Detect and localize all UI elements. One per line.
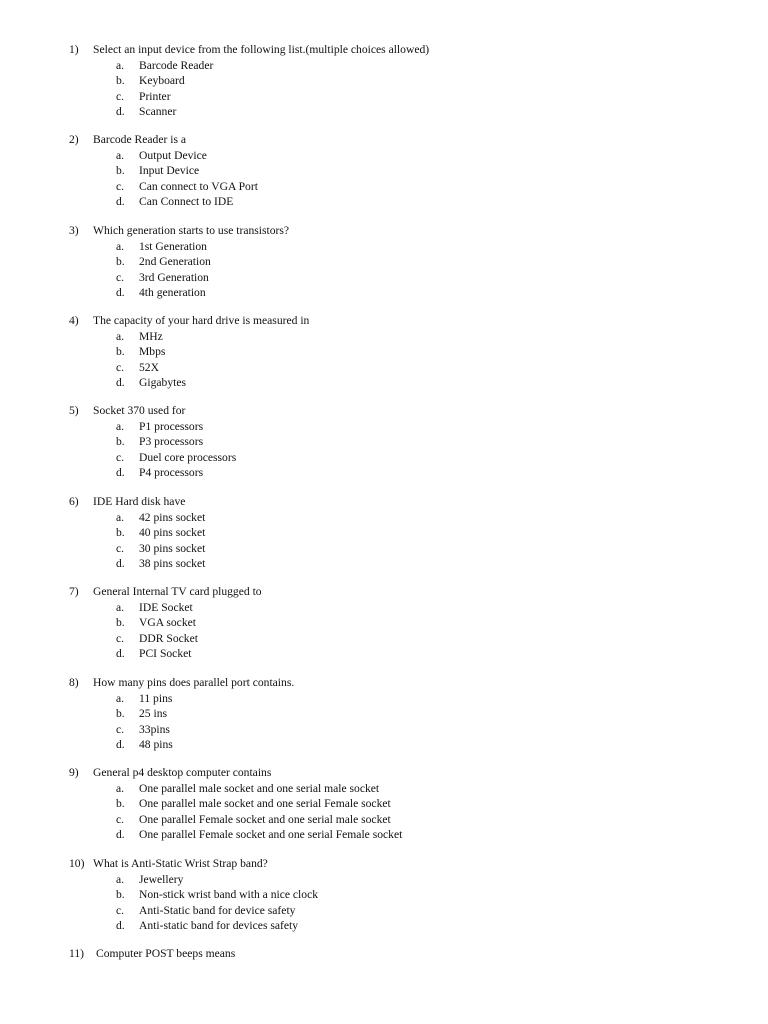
question-text: How many pins does parallel port contains. bbox=[93, 676, 295, 689]
option-b bbox=[69, 434, 729, 450]
question-6 bbox=[69, 494, 729, 572]
question-5 bbox=[69, 403, 729, 481]
option-text: Anti-Static band for device safety bbox=[139, 903, 296, 917]
option-c bbox=[69, 903, 729, 919]
question-line bbox=[69, 584, 729, 600]
option-letter: c. bbox=[116, 631, 125, 645]
question-text: IDE Hard disk have bbox=[93, 495, 186, 508]
question-line bbox=[69, 856, 729, 872]
question-11 bbox=[69, 946, 729, 962]
option-d bbox=[69, 375, 729, 391]
option-letter: c. bbox=[116, 450, 125, 464]
option-letter: b. bbox=[116, 345, 125, 358]
option-letter: a. bbox=[116, 239, 125, 253]
option-c bbox=[69, 722, 729, 738]
option-d bbox=[69, 465, 729, 481]
option-a bbox=[69, 691, 729, 707]
option-d bbox=[69, 918, 729, 934]
option-b bbox=[69, 615, 729, 631]
option-letter: d. bbox=[116, 557, 125, 570]
question-8 bbox=[69, 675, 729, 753]
option-text: One parallel male socket and one serial male socket bbox=[139, 781, 380, 795]
option-text: Duel core processors bbox=[139, 450, 237, 464]
question-text: The capacity of your hard drive is measured in bbox=[93, 314, 310, 327]
option-letter: b. bbox=[116, 707, 125, 720]
option-b bbox=[69, 73, 729, 89]
option-text: 4th generation bbox=[139, 286, 206, 299]
option-letter: d. bbox=[116, 828, 125, 841]
option-d bbox=[69, 646, 729, 662]
question-text: Which generation starts to use transistors? bbox=[93, 224, 290, 237]
option-text: 3rd Generation bbox=[139, 270, 209, 284]
option-d bbox=[69, 827, 729, 843]
option-text: P1 processors bbox=[139, 419, 204, 433]
option-text: Barcode Reader bbox=[139, 58, 214, 72]
option-text: VGA socket bbox=[139, 616, 196, 629]
option-letter: b. bbox=[116, 526, 125, 539]
option-b bbox=[69, 796, 729, 812]
option-letter: c. bbox=[116, 89, 125, 103]
question-text: Computer POST beeps means bbox=[96, 947, 236, 960]
question-number: 7) bbox=[69, 585, 79, 598]
option-letter: a. bbox=[116, 781, 125, 795]
option-letter: b. bbox=[116, 888, 125, 901]
option-letter: a. bbox=[116, 691, 125, 705]
option-text: 2nd Generation bbox=[139, 255, 211, 268]
option-c bbox=[69, 812, 729, 828]
option-letter: a. bbox=[116, 600, 125, 614]
option-text: MHz bbox=[139, 329, 163, 343]
question-line bbox=[69, 494, 729, 510]
question-10 bbox=[69, 856, 729, 934]
option-text: P3 processors bbox=[139, 435, 204, 448]
option-text: Input Device bbox=[139, 164, 200, 177]
option-c bbox=[69, 270, 729, 286]
question-number: 1) bbox=[69, 43, 79, 56]
option-d bbox=[69, 104, 729, 120]
option-letter: c. bbox=[116, 270, 125, 284]
option-b bbox=[69, 163, 729, 179]
question-2 bbox=[69, 132, 729, 210]
option-letter: b. bbox=[116, 74, 125, 87]
option-c bbox=[69, 89, 729, 105]
option-text: 40 pins socket bbox=[139, 526, 206, 539]
question-number: 9) bbox=[69, 766, 79, 779]
option-letter: c. bbox=[116, 903, 125, 917]
option-c bbox=[69, 631, 729, 647]
option-text: 30 pins socket bbox=[139, 541, 206, 555]
option-text: 33pins bbox=[139, 722, 170, 736]
option-text: Can connect to VGA Port bbox=[139, 179, 258, 193]
option-text: PCI Socket bbox=[139, 647, 192, 660]
option-b bbox=[69, 887, 729, 903]
option-d bbox=[69, 285, 729, 301]
option-text: 52X bbox=[139, 360, 159, 374]
option-text: DDR Socket bbox=[139, 631, 198, 645]
option-text: One parallel male socket and one serial Female socket bbox=[139, 797, 391, 810]
option-letter: c. bbox=[116, 812, 125, 826]
option-a bbox=[69, 872, 729, 888]
option-text: IDE Socket bbox=[139, 600, 193, 614]
option-letter: d. bbox=[116, 195, 125, 208]
option-a bbox=[69, 148, 729, 164]
option-letter: b. bbox=[116, 255, 125, 268]
option-letter: a. bbox=[116, 510, 125, 524]
option-text: 1st Generation bbox=[139, 239, 207, 253]
option-text: Jewellery bbox=[139, 872, 184, 886]
question-text: Socket 370 used for bbox=[93, 404, 186, 417]
question-4 bbox=[69, 313, 729, 391]
option-letter: b. bbox=[116, 797, 125, 810]
question-line bbox=[69, 132, 729, 148]
option-a bbox=[69, 58, 729, 74]
question-line bbox=[69, 765, 729, 781]
option-d bbox=[69, 194, 729, 210]
question-line bbox=[69, 313, 729, 329]
option-letter: b. bbox=[116, 435, 125, 448]
option-letter: d. bbox=[116, 738, 125, 751]
option-text: Can Connect to IDE bbox=[139, 195, 234, 208]
option-a bbox=[69, 600, 729, 616]
option-b bbox=[69, 706, 729, 722]
option-text: Mbps bbox=[139, 345, 166, 358]
question-number: 6) bbox=[69, 495, 79, 508]
option-text: P4 processors bbox=[139, 466, 204, 479]
question-number: 11) bbox=[69, 947, 85, 960]
question-line bbox=[69, 675, 729, 691]
question-text: Barcode Reader is a bbox=[93, 133, 187, 146]
question-number: 10) bbox=[69, 857, 85, 870]
option-b bbox=[69, 254, 729, 270]
question-text: Select an input device from the following list.(multiple choices allowed) bbox=[93, 43, 430, 56]
option-a bbox=[69, 781, 729, 797]
option-letter: a. bbox=[116, 419, 125, 433]
option-text: Printer bbox=[139, 89, 171, 103]
option-c bbox=[69, 541, 729, 557]
option-text: 38 pins socket bbox=[139, 557, 206, 570]
question-line bbox=[69, 42, 729, 58]
option-letter: c. bbox=[116, 360, 125, 374]
option-letter: b. bbox=[116, 164, 125, 177]
option-text: One parallel Female socket and one serial male socket bbox=[139, 812, 391, 826]
question-number: 5) bbox=[69, 404, 79, 417]
option-letter: d. bbox=[116, 376, 125, 389]
question-9 bbox=[69, 765, 729, 843]
option-letter: a. bbox=[116, 58, 125, 72]
option-text: Output Device bbox=[139, 148, 207, 162]
question-line bbox=[69, 946, 729, 962]
option-text: 42 pins socket bbox=[139, 510, 206, 524]
option-d bbox=[69, 737, 729, 753]
option-letter: d. bbox=[116, 919, 125, 932]
option-letter: a. bbox=[116, 872, 125, 886]
option-text: 25 ins bbox=[139, 707, 168, 720]
option-c bbox=[69, 360, 729, 376]
question-3 bbox=[69, 223, 729, 301]
option-a bbox=[69, 510, 729, 526]
question-number: 4) bbox=[69, 314, 79, 327]
option-text: Non-stick wrist band with a nice clock bbox=[139, 888, 319, 901]
option-a bbox=[69, 419, 729, 435]
option-text: Keyboard bbox=[139, 74, 185, 87]
option-letter: c. bbox=[116, 179, 125, 193]
option-c bbox=[69, 450, 729, 466]
option-text: Gigabytes bbox=[139, 376, 187, 389]
option-text: One parallel Female socket and one serial Female socket bbox=[139, 828, 403, 841]
question-line bbox=[69, 403, 729, 419]
option-c bbox=[69, 179, 729, 195]
option-letter: d. bbox=[116, 466, 125, 479]
option-text: Scanner bbox=[139, 105, 177, 118]
question-number: 3) bbox=[69, 224, 79, 237]
question-1 bbox=[69, 42, 729, 120]
question-number: 8) bbox=[69, 676, 79, 689]
option-letter: c. bbox=[116, 722, 125, 736]
option-text: Anti-static band for devices safety bbox=[139, 919, 299, 932]
option-letter: d. bbox=[116, 286, 125, 299]
question-text: General p4 desktop computer contains bbox=[93, 766, 272, 779]
option-a bbox=[69, 329, 729, 345]
option-d bbox=[69, 556, 729, 572]
question-line bbox=[69, 223, 729, 239]
option-letter: d. bbox=[116, 647, 125, 660]
option-a bbox=[69, 239, 729, 255]
option-b bbox=[69, 344, 729, 360]
option-text: 48 pins bbox=[139, 738, 173, 751]
option-letter: d. bbox=[116, 105, 125, 118]
option-letter: b. bbox=[116, 616, 125, 629]
question-7 bbox=[69, 584, 729, 662]
question-text: General Internal TV card plugged to bbox=[93, 585, 262, 598]
option-letter: c. bbox=[116, 541, 125, 555]
option-b bbox=[69, 525, 729, 541]
option-text: 11 pins bbox=[139, 691, 173, 705]
option-letter: a. bbox=[116, 148, 125, 162]
question-number: 2) bbox=[69, 133, 79, 146]
question-text: What is Anti-Static Wrist Strap band? bbox=[93, 857, 268, 870]
option-letter: a. bbox=[116, 329, 125, 343]
